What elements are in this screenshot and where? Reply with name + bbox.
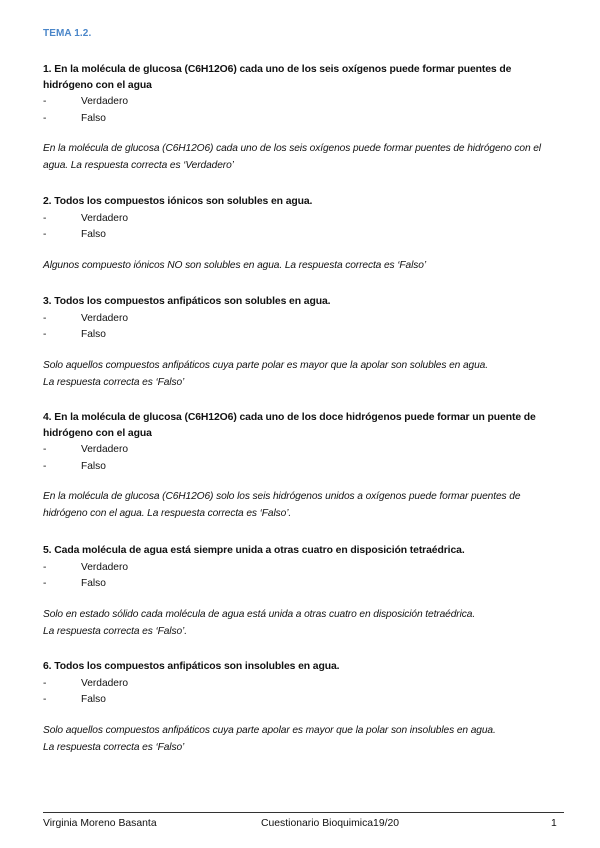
option-item: - Falso: [43, 694, 106, 705]
option-label: Verdadero: [81, 312, 129, 324]
option-item: - Verdadero: [43, 444, 129, 455]
option-label: Falso: [81, 329, 106, 340]
explanation: En la molécula de glucosa (C6H12O6) solo los seis hidrógenos unidos a oxígenos puede formar puentes de hidrógeno con el agua. La respuesta correcta es ‘Falso’.: [43, 491, 521, 519]
option-label: Verdadero: [81, 444, 129, 455]
explanation: Algunos compuesto iónicos NO son solubles en agua. La respuesta correcta es ‘Falso’: [43, 259, 427, 271]
section-heading: TEMA 1.2.: [43, 28, 92, 39]
option-label: Falso: [81, 578, 106, 589]
option-item: - Verdadero: [43, 212, 129, 224]
question-title: 4. En la molécula de glucosa (C6H12O6) cada uno de los doce hidrógenos puede formar un puente de hidrógeno con el agua: [43, 412, 536, 439]
explanation: En la molécula de glucosa (C6H12O6) cada uno de los seis oxígenos puede formar puentes de hidrógeno con el agua. La respuesta correcta es ‘Verdadero’: [43, 143, 541, 171]
option-item: - Verdadero: [43, 96, 129, 107]
options-list: [43, 442, 563, 475]
page-number: 1: [551, 818, 557, 829]
question-1: [43, 62, 563, 174]
footer-title: Cuestionario Bioquimica19/20: [261, 818, 400, 829]
question-title: 1. En la molécula de glucosa (C6H12O6) cada uno de los seis oxígenos puede formar puentes de hidrógeno con el agua: [43, 64, 512, 91]
question-title: 2. Todos los compuestos iónicos son solubles en agua.: [43, 196, 313, 207]
option-item: - Verdadero: [43, 312, 129, 324]
option-label: Verdadero: [81, 96, 129, 107]
explanation-line: La respuesta correcta es ‘Falso’.: [43, 625, 187, 637]
option-label: Falso: [81, 112, 106, 124]
option-label: Verdadero: [81, 677, 129, 689]
option-item: - Falso: [43, 460, 106, 472]
options-list: [43, 560, 563, 593]
footer-author: Virginia Moreno Basanta: [43, 818, 157, 829]
question-5: [43, 543, 563, 640]
question-4: [43, 410, 563, 522]
explanation-line: Solo aquellos compuestos anfipáticos cuya parte polar es mayor que la apolar son solubles en agua.: [43, 359, 488, 371]
question-title: 5. Cada molécula de agua está siempre unida a otras cuatro en disposición tetraédrica.: [43, 545, 465, 556]
question-title: 3. Todos los compuestos anfipáticos son solubles en agua.: [43, 296, 331, 307]
options-list: [43, 311, 563, 344]
explanation-line: Solo en estado sólido cada molécula de agua está unida a otras cuatro en disposición tetraédrica.: [43, 608, 476, 620]
option-label: Falso: [81, 229, 106, 240]
question-title: 6. Todos los compuestos anfipáticos son insolubles en agua.: [43, 661, 340, 672]
option-item: - Verdadero: [43, 677, 129, 689]
explanation-line: La respuesta correcta es ‘Falso’: [43, 376, 185, 388]
option-item: - Falso: [43, 578, 106, 589]
question-2: [43, 194, 563, 274]
option-label: Falso: [81, 460, 106, 472]
option-item: - Falso: [43, 112, 106, 124]
option-label: Verdadero: [81, 561, 129, 573]
options-list: [43, 94, 563, 127]
option-item: - Falso: [43, 329, 106, 340]
question-6: [43, 659, 563, 756]
question-3: [43, 294, 563, 391]
options-list: [43, 676, 563, 709]
option-item: - Falso: [43, 229, 106, 240]
explanation-line: La respuesta correcta es ‘Falso’: [43, 741, 185, 753]
explanation: [43, 606, 563, 640]
explanation: [43, 722, 563, 756]
explanation: [43, 357, 563, 391]
options-list: [43, 211, 563, 244]
option-item: - Verdadero: [43, 561, 129, 573]
explanation-line: Solo aquellos compuestos anfipáticos cuya parte apolar es mayor que la polar son insolubles en agua.: [43, 724, 496, 736]
option-label: Falso: [81, 694, 106, 705]
option-label: Verdadero: [81, 212, 129, 224]
footer-divider: [43, 812, 564, 813]
